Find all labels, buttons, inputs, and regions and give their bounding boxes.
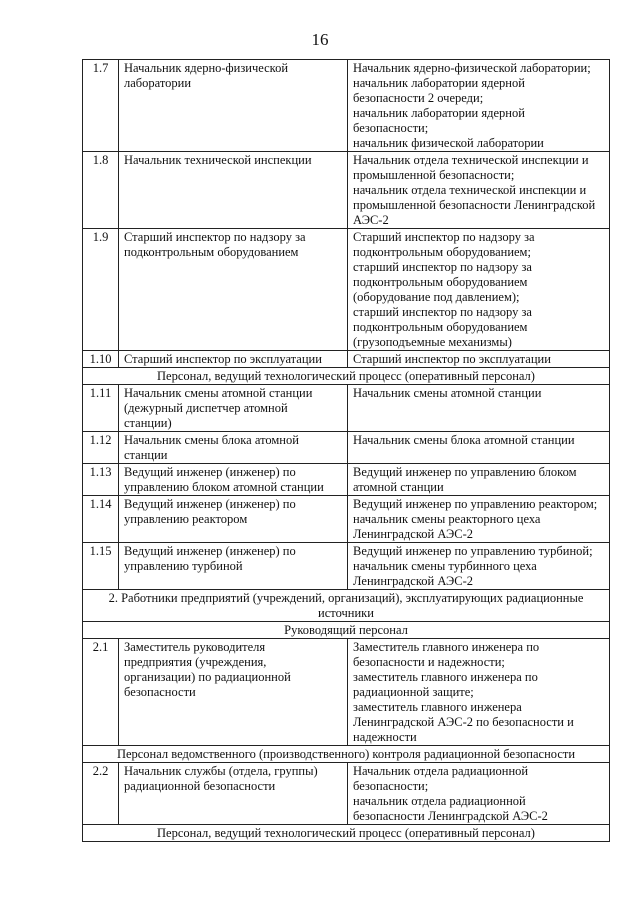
- position-title: Старший инспектор по эксплуатации: [119, 351, 348, 368]
- row-number: 1.9: [83, 229, 119, 351]
- position-title: Заместитель руководителя предприятия (учреждения, организации) по радиационной безопасности: [119, 639, 348, 746]
- equivalent-positions: Начальник смены атомной станции: [348, 385, 610, 432]
- row-number: 2.2: [83, 763, 119, 825]
- table-row: [83, 351, 610, 368]
- positions-table: [82, 59, 610, 842]
- equivalent-positions: Начальник ядерно-физической лаборатории; начальник лаборатории ядерной безопасности 2 очереди; начальник лаборатории ядерной безопасности; начальник физической лаборатории: [348, 60, 610, 152]
- row-number: 1.11: [83, 385, 119, 432]
- section-header-text: Персонал, ведущий технологический процесс (оперативный персонал): [83, 368, 610, 385]
- table-row: [83, 639, 610, 746]
- table-row: [83, 496, 610, 543]
- equivalent-positions: Начальник смены блока атомной станции: [348, 432, 610, 464]
- section-header-row: [83, 368, 610, 385]
- equivalent-positions: Старший инспектор по надзору за подконтрольным оборудованием; старший инспектор по надзору за подконтрольным оборудованием (оборудование под давлением); старший инспектор по надзору за подконтрольным оборудованием (грузоподъемные механизмы): [348, 229, 610, 351]
- table-row: [83, 763, 610, 825]
- equivalent-positions: Заместитель главного инженера по безопасности и надежности; заместитель главного инженера по радиационной защите; заместитель главного инженера Ленинградской АЭС-2 по безопасности и надежности: [348, 639, 610, 746]
- position-title: Начальник службы (отдела, группы) радиационной безопасности: [119, 763, 348, 825]
- equivalent-positions: Ведущий инженер по управлению турбиной; начальник смены турбинного цеха Ленинградской АЭС-2: [348, 543, 610, 590]
- position-title: Ведущий инженер (инженер) по управлению турбиной: [119, 543, 348, 590]
- position-title: Ведущий инженер (инженер) по управлению блоком атомной станции: [119, 464, 348, 496]
- row-number: 1.12: [83, 432, 119, 464]
- position-title: Старший инспектор по надзору за подконтрольным оборудованием: [119, 229, 348, 351]
- section-header-row: [83, 622, 610, 639]
- row-number: 1.14: [83, 496, 119, 543]
- equivalent-positions: Начальник отдела технической инспекции и промышленной безопасности; начальник отдела технической инспекции и промышленной безопасности Ленинградской АЭС-2: [348, 152, 610, 229]
- table-row: [83, 152, 610, 229]
- position-title: Начальник смены атомной станции (дежурный диспетчер атомной станции): [119, 385, 348, 432]
- section-header-text: Персонал ведомственного (производственного) контроля радиационной безопасности: [83, 746, 610, 763]
- row-number: 1.13: [83, 464, 119, 496]
- table-row: [83, 432, 610, 464]
- equivalent-positions: Ведущий инженер по управлению блоком атомной станции: [348, 464, 610, 496]
- position-title: Начальник ядерно-физической лаборатории: [119, 60, 348, 152]
- row-number: 2.1: [83, 639, 119, 746]
- position-title: Начальник смены блока атомной станции: [119, 432, 348, 464]
- section-header-row: [83, 590, 610, 622]
- equivalent-positions: Начальник отдела радиационной безопасности; начальник отдела радиационной безопасности Ленинградской АЭС-2: [348, 763, 610, 825]
- table-row: [83, 464, 610, 496]
- positions-table-body: [83, 60, 610, 842]
- position-title: Ведущий инженер (инженер) по управлению реактором: [119, 496, 348, 543]
- row-number: 1.8: [83, 152, 119, 229]
- row-number: 1.10: [83, 351, 119, 368]
- table-row: [83, 385, 610, 432]
- table-row: [83, 229, 610, 351]
- table-row: [83, 543, 610, 590]
- row-number: 1.7: [83, 60, 119, 152]
- section-header-text: Персонал, ведущий технологический процесс (оперативный персонал): [83, 825, 610, 842]
- section-header-text: Руководящий персонал: [83, 622, 610, 639]
- page-number: 16: [311, 30, 329, 49]
- equivalent-positions: Ведущий инженер по управлению реактором; начальник смены реакторного цеха Ленинградской АЭС-2: [348, 496, 610, 543]
- row-number: 1.15: [83, 543, 119, 590]
- section-header-row: [83, 825, 610, 842]
- table-row: [83, 60, 610, 152]
- position-title: Начальник технической инспекции: [119, 152, 348, 229]
- section-header-row: [83, 746, 610, 763]
- section-header-text: 2. Работники предприятий (учреждений, организаций), эксплуатирующих радиационные источники: [83, 590, 610, 622]
- equivalent-positions: Старший инспектор по эксплуатации: [348, 351, 610, 368]
